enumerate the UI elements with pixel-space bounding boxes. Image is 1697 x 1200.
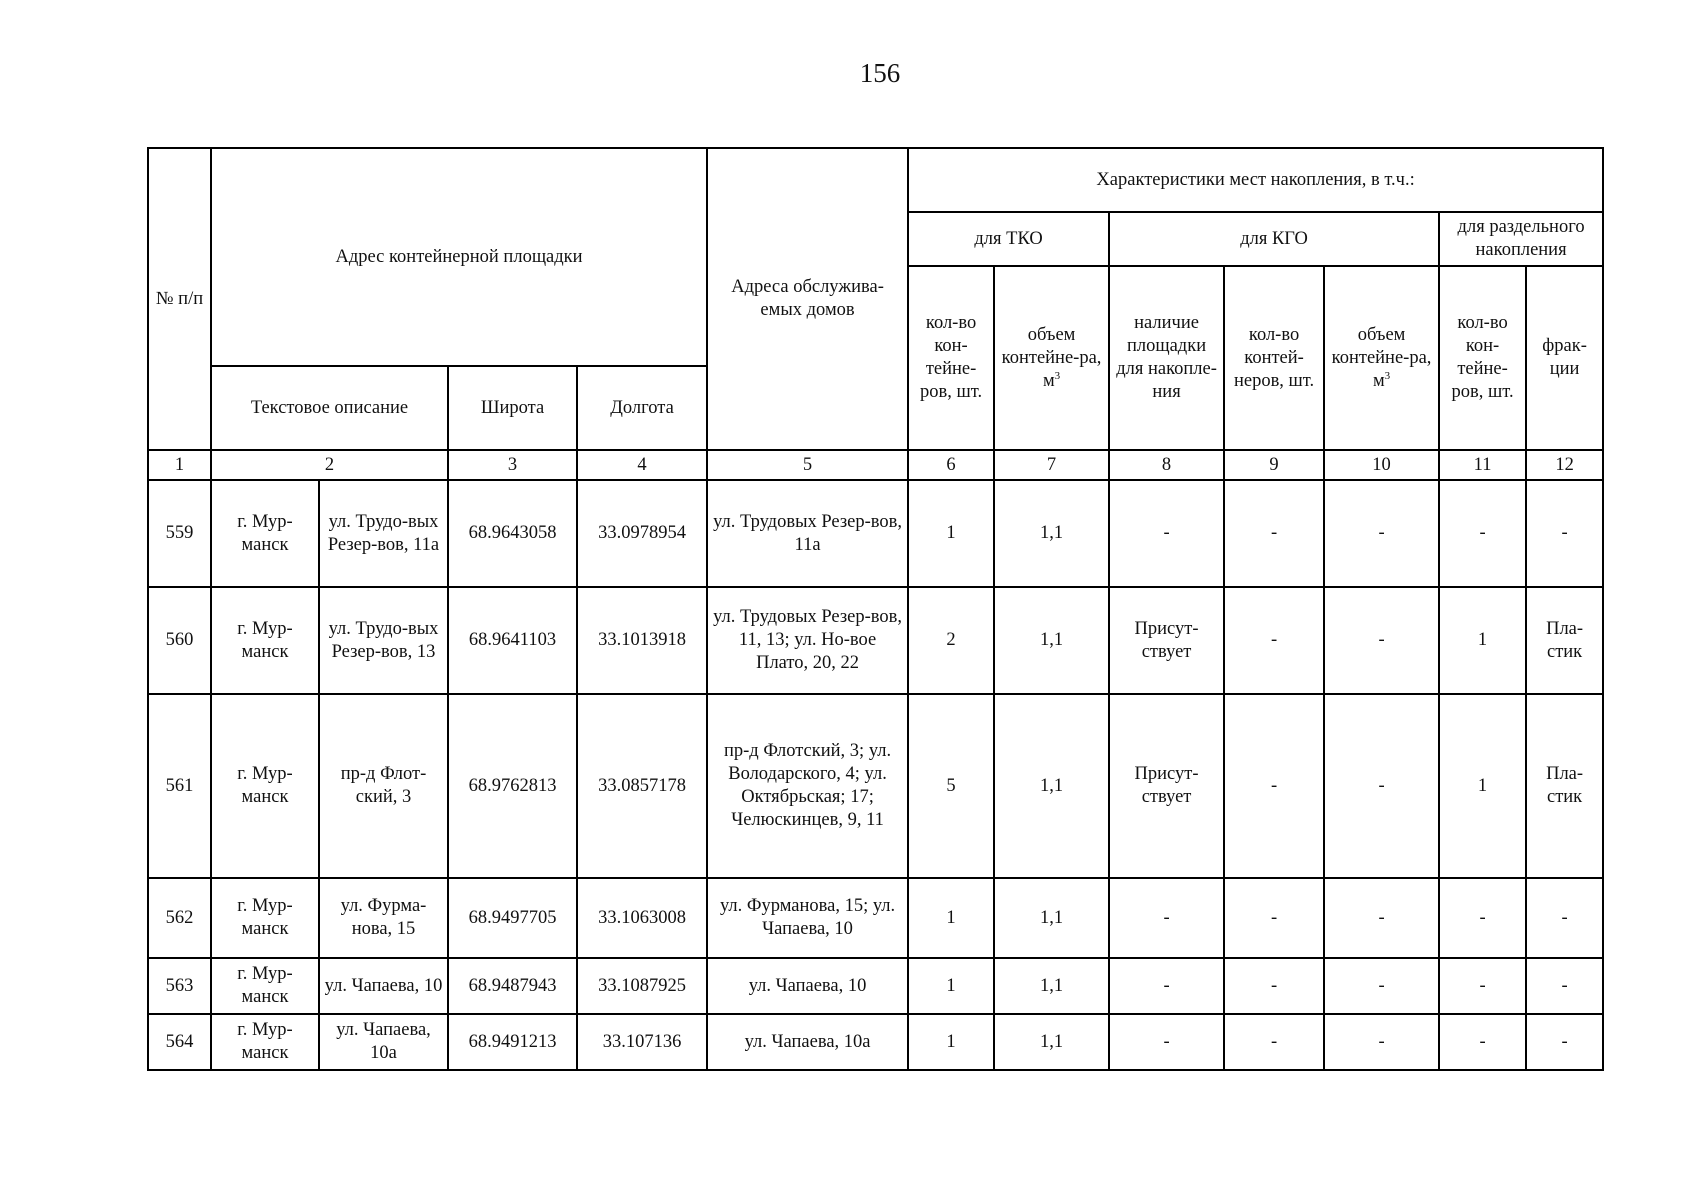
col-number: 1 — [148, 450, 211, 480]
row-tko-volume: 1,1 — [994, 958, 1109, 1014]
row-street: ул. Фурма-нова, 15 — [319, 878, 448, 958]
header-kgo-volume-unit: м — [1372, 370, 1385, 391]
row-longitude: 33.0857178 — [577, 694, 707, 878]
row-houses: ул. Трудовых Резер-вов, 11, 13; ул. Но-вое Плато, 20, 22 — [707, 587, 908, 694]
row-kgo-presence: Присут-ствует — [1109, 587, 1224, 694]
header-kgo: для КГО — [1109, 212, 1439, 266]
row-city: г. Мур-манск — [211, 694, 319, 878]
row-city: г. Мур-манск — [211, 480, 319, 587]
row-sep-count: - — [1439, 1014, 1526, 1070]
header-served-houses: Адреса обслужива-емых домов — [707, 148, 908, 450]
header-separate: для раздельного накопления — [1439, 212, 1603, 266]
row-tko-count: 5 — [908, 694, 994, 878]
header-longitude: Долгота — [577, 366, 707, 450]
header-tko-count: кол-во кон-тейне-ров, шт. — [908, 266, 994, 450]
col-number: 6 — [908, 450, 994, 480]
table-row — [148, 480, 1603, 587]
row-kgo-volume: - — [1324, 1014, 1439, 1070]
container-sites-table — [147, 147, 1604, 1071]
row-sep-fractions: - — [1526, 1014, 1603, 1070]
row-no: 563 — [148, 958, 211, 1014]
col-number: 5 — [707, 450, 908, 480]
row-city: г. Мур-манск — [211, 587, 319, 694]
col-number: 12 — [1526, 450, 1603, 480]
row-houses: ул. Фурманова, 15; ул. Чапаева, 10 — [707, 878, 908, 958]
row-tko-volume: 1,1 — [994, 878, 1109, 958]
row-city: г. Мур-манск — [211, 958, 319, 1014]
row-kgo-volume: - — [1324, 878, 1439, 958]
table-row — [148, 1014, 1603, 1070]
row-city: г. Мур-манск — [211, 878, 319, 958]
row-street: ул. Чапаева, 10а — [319, 1014, 448, 1070]
row-latitude: 68.9762813 — [448, 694, 577, 878]
row-kgo-volume: - — [1324, 958, 1439, 1014]
row-longitude: 33.107136 — [577, 1014, 707, 1070]
table-row — [148, 878, 1603, 958]
row-no: 564 — [148, 1014, 211, 1070]
col-number: 3 — [448, 450, 577, 480]
row-tko-volume: 1,1 — [994, 694, 1109, 878]
header-tko: для ТКО — [908, 212, 1109, 266]
row-street: ул. Трудо-вых Резер-вов, 11а — [319, 480, 448, 587]
header-tko-volume — [994, 266, 1109, 450]
header-row-1 — [148, 148, 1603, 212]
row-tko-count: 1 — [908, 1014, 994, 1070]
col-number: 9 — [1224, 450, 1324, 480]
row-no: 561 — [148, 694, 211, 878]
header-sep-fractions: фрак-ции — [1526, 266, 1603, 450]
row-kgo-volume: - — [1324, 480, 1439, 587]
row-sep-count: - — [1439, 480, 1526, 587]
row-tko-volume: 1,1 — [994, 1014, 1109, 1070]
row-longitude: 33.1063008 — [577, 878, 707, 958]
row-street: ул. Чапаева, 10 — [319, 958, 448, 1014]
row-street: ул. Трудо-вых Резер-вов, 13 — [319, 587, 448, 694]
row-tko-count: 1 — [908, 878, 994, 958]
row-longitude: 33.1013918 — [577, 587, 707, 694]
col-number: 11 — [1439, 450, 1526, 480]
row-longitude: 33.0978954 — [577, 480, 707, 587]
row-latitude: 68.9491213 — [448, 1014, 577, 1070]
row-latitude: 68.9487943 — [448, 958, 577, 1014]
header-kgo-count: кол-во контей-неров, шт. — [1224, 266, 1324, 450]
row-city: г. Мур-манск — [211, 1014, 319, 1070]
header-no: № п/п — [148, 148, 211, 450]
table-row — [148, 958, 1603, 1014]
row-sep-count: - — [1439, 878, 1526, 958]
row-kgo-count: - — [1224, 480, 1324, 587]
col-number: 8 — [1109, 450, 1224, 480]
header-address-group: Адрес контейнерной площадки — [211, 148, 707, 366]
row-kgo-count: - — [1224, 1014, 1324, 1070]
row-sep-fractions: - — [1526, 958, 1603, 1014]
row-street: пр-д Флот-ский, 3 — [319, 694, 448, 878]
row-latitude: 68.9641103 — [448, 587, 577, 694]
row-kgo-count: - — [1224, 587, 1324, 694]
header-text-description: Текстовое описание — [211, 366, 448, 450]
row-houses: ул. Чапаева, 10 — [707, 958, 908, 1014]
header-kgo-volume-sup: 3 — [1384, 369, 1391, 382]
header-latitude: Широта — [448, 366, 577, 450]
row-kgo-presence: - — [1109, 958, 1224, 1014]
row-kgo-count: - — [1224, 878, 1324, 958]
row-latitude: 68.9497705 — [448, 878, 577, 958]
row-latitude: 68.9643058 — [448, 480, 577, 587]
row-tko-count: 2 — [908, 587, 994, 694]
column-numbers-row — [148, 450, 1603, 480]
header-tko-volume-label: объем контейне-ра, — [1001, 324, 1102, 368]
table-row — [148, 694, 1603, 878]
row-sep-fractions: - — [1526, 480, 1603, 587]
header-tko-volume-unit: м — [1042, 370, 1055, 391]
row-tko-count: 1 — [908, 480, 994, 587]
row-houses: ул. Чапаева, 10а — [707, 1014, 908, 1070]
header-kgo-presence: наличие площадки для накопле-ния — [1109, 266, 1224, 450]
row-tko-volume: 1,1 — [994, 587, 1109, 694]
row-no: 559 — [148, 480, 211, 587]
row-kgo-presence: - — [1109, 1014, 1224, 1070]
row-kgo-presence: - — [1109, 878, 1224, 958]
header-sep-count: кол-во кон-тейне-ров, шт. — [1439, 266, 1526, 450]
row-longitude: 33.1087925 — [577, 958, 707, 1014]
row-tko-count: 1 — [908, 958, 994, 1014]
row-sep-count: 1 — [1439, 694, 1526, 878]
row-kgo-presence: - — [1109, 480, 1224, 587]
page-number: 156 — [859, 58, 901, 88]
col-number: 7 — [994, 450, 1109, 480]
header-tko-volume-sup: 3 — [1054, 369, 1061, 382]
col-number: 10 — [1324, 450, 1439, 480]
row-kgo-count: - — [1224, 958, 1324, 1014]
row-kgo-volume: - — [1324, 587, 1439, 694]
row-sep-fractions: Пла-стик — [1526, 587, 1603, 694]
header-kgo-volume — [1324, 266, 1439, 450]
col-number: 2 — [211, 450, 448, 480]
row-kgo-presence: Присут-ствует — [1109, 694, 1224, 878]
row-kgo-volume: - — [1324, 694, 1439, 878]
table-row — [148, 587, 1603, 694]
row-sep-fractions: Пла-стик — [1526, 694, 1603, 878]
row-sep-fractions: - — [1526, 878, 1603, 958]
row-houses: пр-д Флотский, 3; ул. Володарского, 4; ул. Октябрьская; 17; Челюскинцев, 9, 11 — [707, 694, 908, 878]
row-no: 560 — [148, 587, 211, 694]
header-characteristics: Характеристики мест накопления, в т.ч.: — [908, 148, 1603, 212]
row-sep-count: 1 — [1439, 587, 1526, 694]
row-tko-volume: 1,1 — [994, 480, 1109, 587]
row-houses: ул. Трудовых Резер-вов, 11а — [707, 480, 908, 587]
col-number: 4 — [577, 450, 707, 480]
row-sep-count: - — [1439, 958, 1526, 1014]
row-kgo-count: - — [1224, 694, 1324, 878]
row-no: 562 — [148, 878, 211, 958]
header-kgo-volume-label: объем контейне-ра, — [1331, 324, 1432, 368]
